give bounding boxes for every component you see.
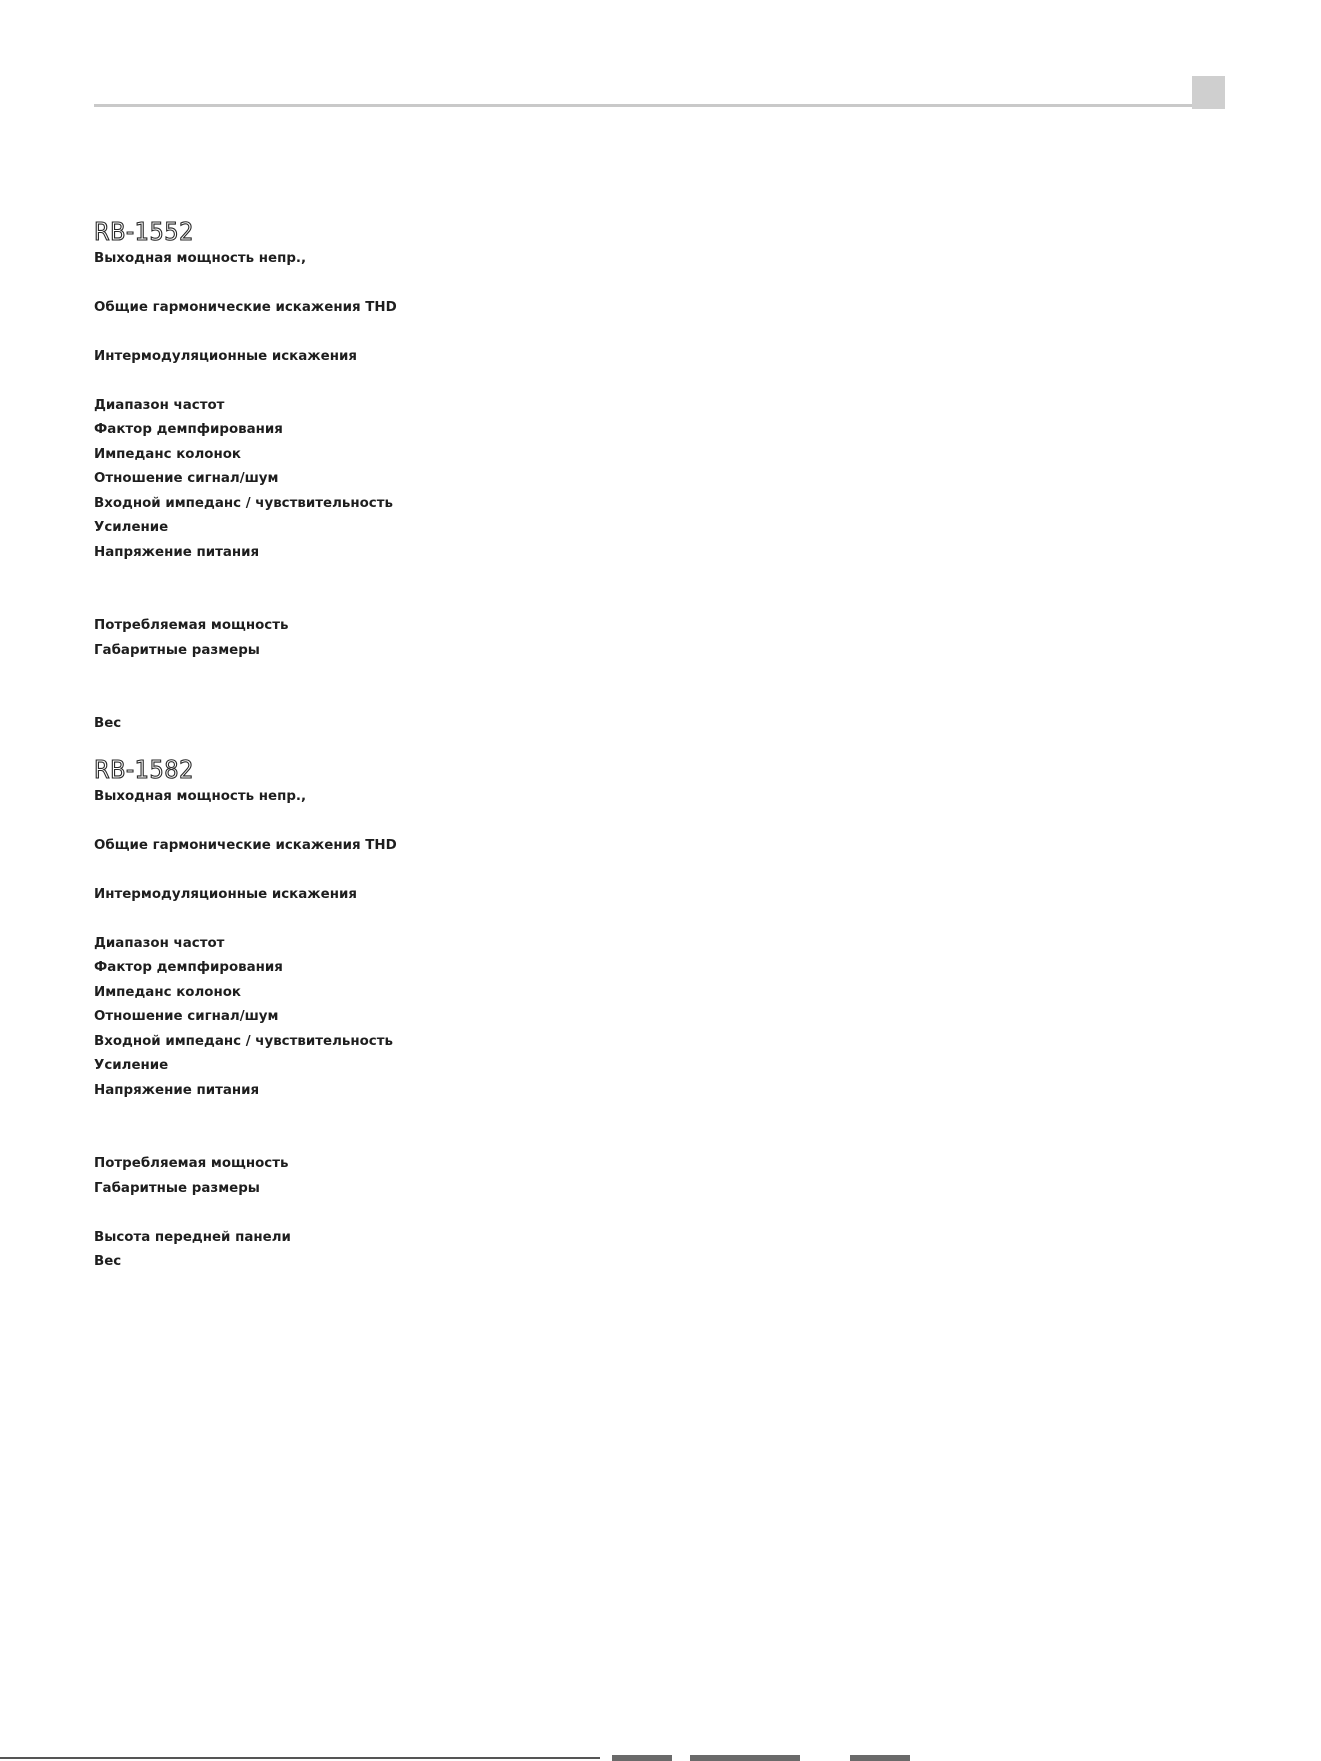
model-title: RB-1582 <box>94 755 194 784</box>
spec-label-gain: Усиление <box>94 1058 169 1073</box>
spec-label-thd: Общие гармонические искажения THD <box>94 300 397 315</box>
spec-label-damping-factor: Фактор демпфирования <box>94 960 283 975</box>
spec-label-input-impedance: Входной импеданс / чувствительность <box>94 1034 393 1049</box>
spec-label-dimensions: Габаритные размеры <box>94 1181 260 1196</box>
header-rule <box>94 104 1192 107</box>
page-tab-marker <box>1192 76 1225 109</box>
spec-label-output-power: Выходная мощность непр., <box>94 251 307 266</box>
spec-label-frequency-range: Диапазон частот <box>94 398 225 413</box>
spec-label-weight: Вес <box>94 1254 122 1269</box>
spec-label-output-power: Выходная мощность непр., <box>94 789 307 804</box>
spec-label-thd: Общие гармонические искажения THD <box>94 838 397 853</box>
spec-label-supply-voltage: Напряжение питания <box>94 545 260 560</box>
footer-text-fragment <box>612 1755 672 1761</box>
spec-label-imd: Интермодуляционные искажения <box>94 349 357 364</box>
spec-label-supply-voltage: Напряжение питания <box>94 1083 260 1098</box>
spec-label-power-consumption: Потребляемая мощность <box>94 1156 289 1171</box>
spec-label-front-panel-height: Высота передней панели <box>94 1230 291 1245</box>
spec-label-imd: Интермодуляционные искажения <box>94 887 357 902</box>
spec-label-speaker-impedance: Импеданс колонок <box>94 985 242 1000</box>
model-title: RB-1552 <box>94 217 194 246</box>
spec-label-power-consumption: Потребляемая мощность <box>94 618 289 633</box>
spec-label-frequency-range: Диапазон частот <box>94 936 225 951</box>
footer-text-fragment <box>690 1755 800 1761</box>
spec-label-snr: Отношение сигнал/шум <box>94 1009 279 1024</box>
footer-rule <box>0 1757 600 1759</box>
footer-text-fragment <box>850 1755 910 1761</box>
spec-label-gain: Усиление <box>94 520 169 535</box>
spec-label-input-impedance: Входной импеданс / чувствительность <box>94 496 393 511</box>
spec-label-snr: Отношение сигнал/шум <box>94 471 279 486</box>
spec-label-weight: Вес <box>94 716 122 731</box>
spec-label-damping-factor: Фактор демпфирования <box>94 422 283 437</box>
spec-label-speaker-impedance: Импеданс колонок <box>94 447 242 462</box>
spec-label-dimensions: Габаритные размеры <box>94 643 260 658</box>
